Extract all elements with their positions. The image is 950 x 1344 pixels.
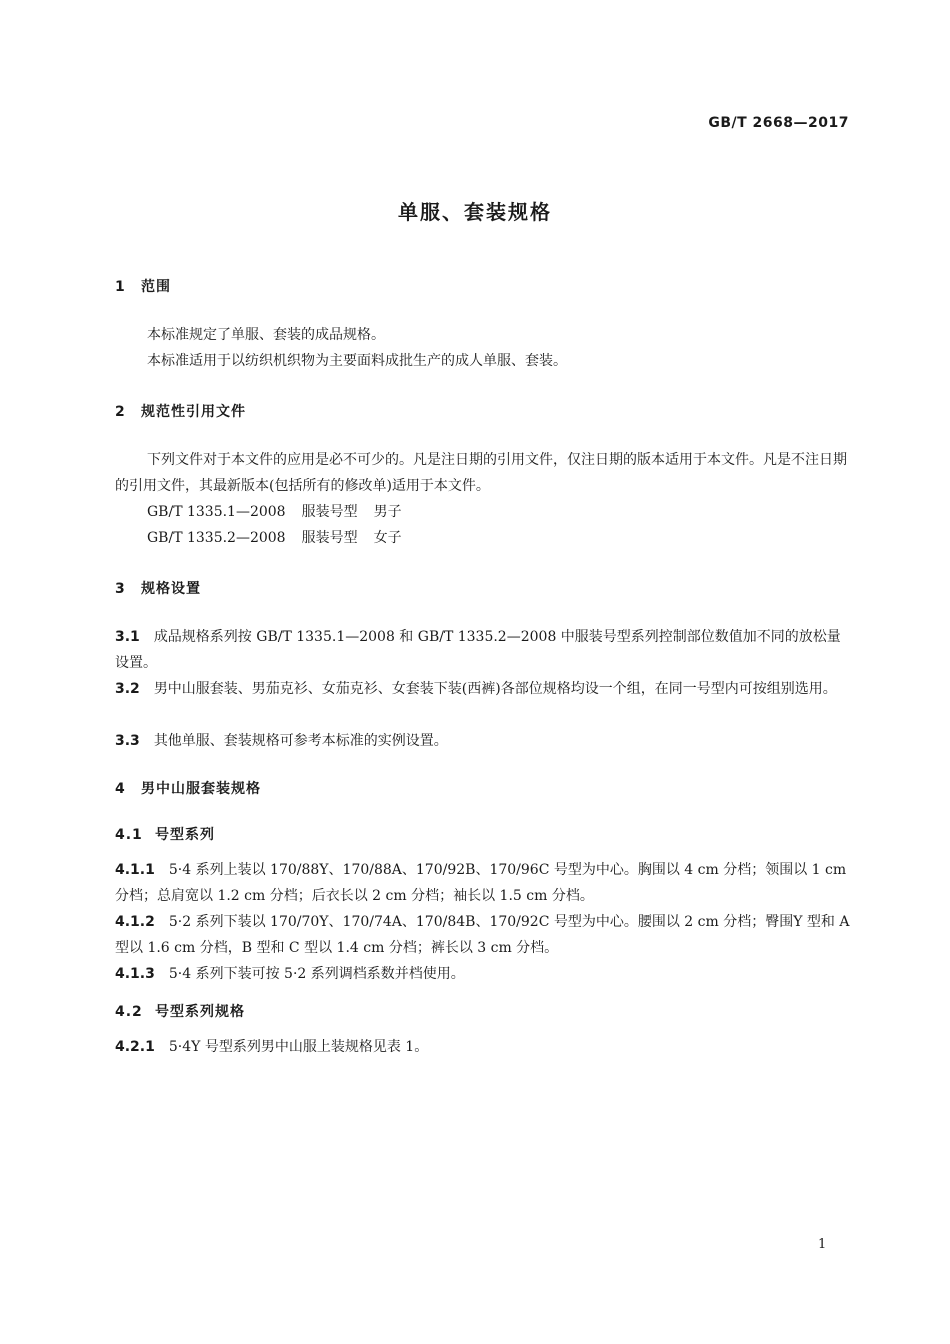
section-3-heading (115, 578, 201, 598)
section-number: 2 (115, 404, 126, 420)
subsection-number: 4.1 (115, 827, 143, 843)
section-number: 3 (115, 581, 126, 597)
clause-3-1 (115, 624, 850, 676)
clause-number: 3.1 (115, 629, 140, 645)
reference-title: 服装号型 (301, 530, 358, 546)
clause-4-1-1 (115, 857, 850, 909)
section-title: 规格设置 (141, 581, 201, 597)
section-1-line-2: 本标准适用于以纺织机织物为主要面料成批生产的成人单服、套装。 (147, 353, 567, 369)
subsection-4-1-heading (115, 824, 215, 844)
clause-number: 4.2.1 (115, 1039, 155, 1055)
normative-reference (147, 501, 402, 521)
clause-number: 3.3 (115, 733, 140, 749)
clause-3-2 (115, 676, 850, 702)
subsection-number: 4.2 (115, 1004, 143, 1020)
clause-text: 5·4 系列上装以 170/88Y、170/88A、170/92B、170/96C 号型为中心。胸围以 4 cm 分档；领围以 1 cm 分档；总肩宽以 1.2 cm 分档；后衣长以 2 cm 分档；袖长以 1.5 cm 分档。 (115, 862, 847, 904)
reference-part: 女子 (373, 530, 402, 546)
clause-text: 男中山服套装、男茄克衫、女茄克衫、女套装下装(西裤)各部位规格均设一个组，在同一号型内可按组别选用。 (153, 681, 837, 697)
subsection-title: 号型系列 (155, 827, 215, 843)
clause-number: 3.2 (115, 681, 140, 697)
section-number: 4 (115, 781, 126, 797)
clause-3-3 (115, 728, 850, 754)
subsection-4-2-heading (115, 1001, 245, 1021)
clause-4-1-3 (115, 961, 850, 987)
clause-number: 4.1.3 (115, 966, 155, 982)
reference-code: GB/T 1335.1—2008 (147, 504, 286, 520)
section-2-intro: 下列文件对于本文件的应用是必不可少的。凡是注日期的引用文件，仅注日期的版本适用于本文件。凡是不注日期的引用文件，其最新版本(包括所有的修改单)适用于本文件。 (115, 452, 847, 494)
clause-text: 成品规格系列按 GB/T 1335.1—2008 和 GB/T 1335.2—2008 中服装号型系列控制部位数值加不同的放松量设置。 (115, 629, 841, 671)
section-number: 1 (115, 279, 126, 295)
clause-text: 其他单服、套装规格可参考本标准的实例设置。 (153, 733, 448, 749)
section-title: 规范性引用文件 (141, 404, 246, 420)
section-title: 范围 (141, 279, 171, 295)
clause-number: 4.1.2 (115, 914, 155, 930)
page-number: 1 (818, 1237, 827, 1252)
section-title: 男中山服套装规格 (141, 781, 261, 797)
clause-number: 4.1.1 (115, 862, 155, 878)
reference-part: 男子 (373, 504, 402, 520)
clause-text: 5·4 系列下装可按 5·2 系列调档系数并档使用。 (168, 966, 465, 982)
section-1-line-1: 本标准规定了单服、套装的成品规格。 (147, 327, 385, 343)
reference-title: 服装号型 (301, 504, 358, 520)
section-4-heading (115, 778, 261, 798)
normative-reference (147, 527, 402, 547)
clause-4-1-2 (115, 909, 850, 961)
standard-number: GB/T 2668—2017 (708, 115, 849, 131)
section-2-heading (115, 401, 246, 421)
section-1-heading (115, 276, 171, 296)
clause-text: 5·2 系列下装以 170/70Y、170/74A、170/84B、170/92C 号型为中心。腰围以 2 cm 分档；臀围Y 型和 A 型以 1.6 cm 分档，B 型和 C 型以 1.4 cm 分档；裤长以 3 cm 分档。 (115, 914, 850, 956)
clause-4-2-1 (115, 1034, 850, 1060)
page-title: 单服、套装规格 (398, 200, 552, 224)
reference-code: GB/T 1335.2—2008 (147, 530, 286, 546)
subsection-title: 号型系列规格 (155, 1004, 245, 1020)
clause-text: 5·4Y 号型系列男中山服上装规格见表 1。 (168, 1039, 429, 1055)
